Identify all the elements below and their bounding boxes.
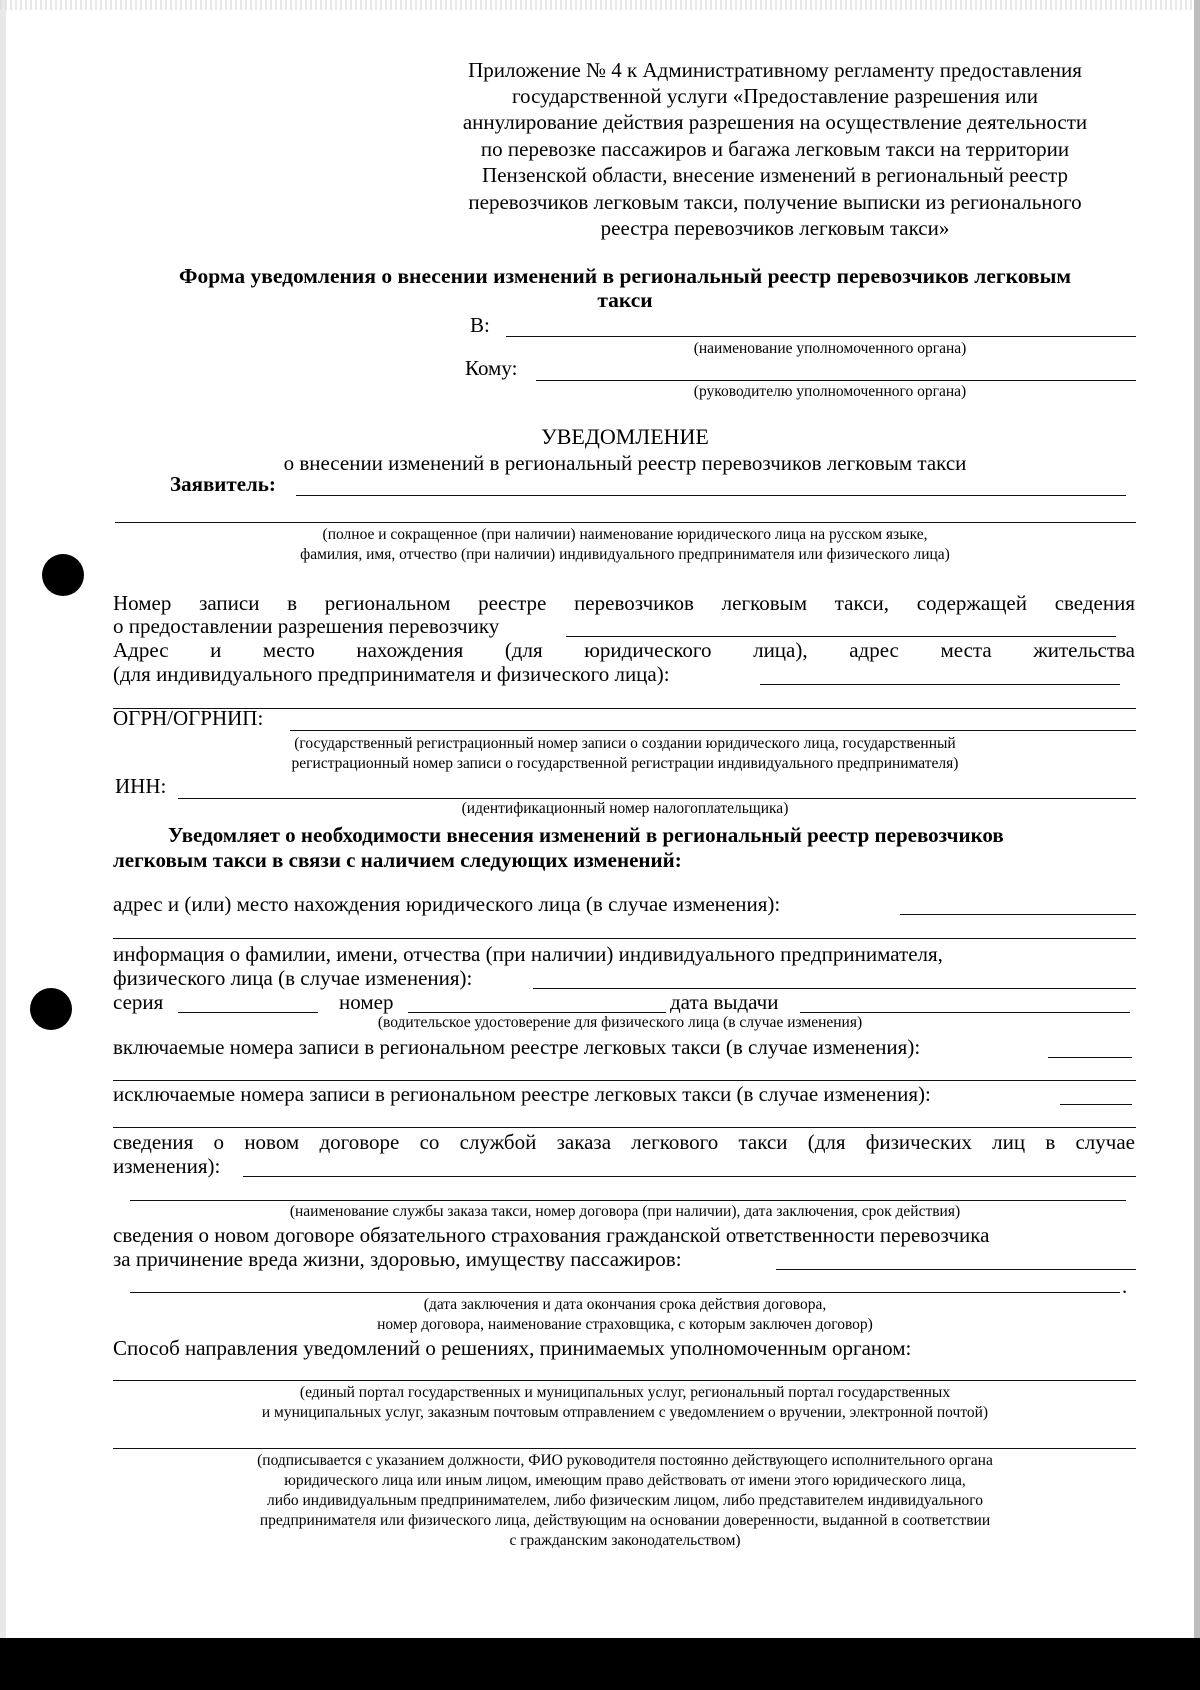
issue-date-label: дата выдачи: [670, 990, 779, 1014]
delivery-label: Способ направления уведомлений о решениях, принимаемых уполномоченным органом:: [113, 1336, 912, 1360]
excluded-numbers-field[interactable]: [1060, 1104, 1132, 1105]
form-title: Форма уведомления о внесении изменений в региональный реестр перевозчиков легковым: [178, 264, 1072, 288]
delivery-hint: (единый портал государственных и муниципальных услуг, региональный портал государственных: [299, 1384, 951, 1401]
insurance-label-cont: за причинение вреда жизни, здоровью, имуществу пассажиров:: [113, 1247, 682, 1271]
legal-address-label: адрес и (или) место нахождения юридического лица (в случае изменения):: [113, 892, 781, 916]
service-hint: (наименование службы заказа такси, номер договора (при наличии), дата заключения, срок действия): [289, 1203, 961, 1220]
address-field-2[interactable]: [113, 708, 1136, 709]
signature-field[interactable]: [113, 1448, 1136, 1449]
registry-text: Номер записи в региональном реестре перевозчиков легковым такси, содержащей сведения: [113, 591, 1135, 615]
notice-text-cont: легковым такси в связи с наличием следующих изменений:: [113, 848, 682, 872]
issue-date-field[interactable]: [800, 1012, 1130, 1013]
included-numbers-label: включаемые номера записи в региональном реестре легковых такси (в случае изменения):: [113, 1035, 921, 1059]
number-label: номер: [339, 990, 394, 1014]
insurance-hint: (дата заключения и дата окончания срока действия договора,: [423, 1296, 827, 1313]
to-field[interactable]: [506, 336, 1136, 337]
license-hint: (водительское удостоверение для физического лица (в случае изменения): [377, 1014, 863, 1031]
service-contract-label: сведения о новом договоре со службой заказа легкового такси (для физических лиц в случае: [113, 1130, 1135, 1154]
insurance-label: сведения о новом договоре обязательного страхования гражданской ответственности перевозчика: [113, 1223, 990, 1247]
scan-bottom-bar: [0, 1638, 1200, 1690]
registry-text-cont: о предоставлении разрешения перевозчику: [113, 614, 500, 638]
applicant-hint: (полное и сокращенное (при наличии) наименование юридического лица на русском языке,: [322, 526, 928, 543]
signature-hint: (подписывается с указанием должности, ФИО руководителя постоянно действующего исполнительного органа: [257, 1452, 993, 1469]
delivery-hint: и муниципальных услуг, заказным почтовым отправлением с уведомлением о вручении, электронной почтой): [261, 1404, 989, 1421]
service-contract-label-cont: изменения):: [113, 1154, 221, 1178]
scan-edge-right: [1194, 0, 1200, 1640]
signature-hint: предпринимателя или физического лица, действующим на основании доверенности, выданной в соответствии: [259, 1512, 991, 1529]
legal-address-field-2[interactable]: [113, 938, 1136, 939]
included-numbers-field[interactable]: [1048, 1057, 1132, 1058]
whom-label: Кому:: [465, 356, 518, 380]
signature-hint: с гражданским законодательством): [509, 1532, 741, 1549]
appendix-line: перевозчиков легковым такси, получение выписки из регионального: [468, 190, 1082, 214]
applicant-field[interactable]: [296, 495, 1126, 496]
service-contract-field-2[interactable]: [130, 1200, 1126, 1201]
to-label: В:: [470, 313, 490, 337]
insurance-field-2[interactable]: [130, 1292, 1120, 1293]
appendix-line: государственной услуги «Предоставление разрешения или: [511, 84, 1039, 108]
signature-hint: либо индивидуальным предпринимателем, либо физическим лицом, либо представителем индивидуального: [266, 1492, 984, 1509]
included-numbers-field-2[interactable]: [113, 1080, 1136, 1081]
legal-address-field[interactable]: [900, 914, 1136, 915]
service-contract-field[interactable]: [243, 1176, 1136, 1177]
notice-title: УВЕДОМЛЕНИЕ: [541, 424, 709, 449]
applicant-label: Заявитель:: [170, 472, 276, 496]
registry-field[interactable]: [566, 636, 1116, 637]
delivery-field[interactable]: [113, 1380, 1136, 1381]
excluded-numbers-field-2[interactable]: [113, 1127, 1136, 1128]
applicant-field-2[interactable]: [115, 522, 1136, 523]
punch-hole-top: [42, 554, 84, 596]
insurance-field[interactable]: [776, 1269, 1136, 1270]
inn-field[interactable]: [178, 798, 1136, 799]
number-field[interactable]: [408, 1012, 666, 1013]
appendix-line: реестра перевозчиков легковым такси»: [600, 216, 950, 240]
insurance-period: .: [1122, 1274, 1128, 1298]
person-info-label-cont: физического лица (в случае изменения):: [113, 966, 473, 990]
series-label: серия: [113, 990, 164, 1014]
notice-text: Уведомляет о необходимости внесения изменений в региональный реестр перевозчиков: [168, 823, 1004, 847]
appendix-line: по перевозке пассажиров и багажа легковым такси на территории: [480, 137, 1070, 161]
whom-hint: (руководителю уполномоченного органа): [693, 383, 967, 400]
insurance-hint: номер договора, наименование страховщика, с которым заключен договор): [377, 1316, 873, 1333]
appendix-line: аннулирование действия разрешения на осуществление деятельности: [462, 110, 1088, 134]
person-info-field[interactable]: [533, 988, 1136, 989]
inn-label: ИНН:: [115, 774, 167, 798]
scan-edge-left: [0, 0, 6, 1640]
appendix-line: Пензенской области, внесение изменений в региональный реестр: [482, 163, 1068, 187]
ogrn-hint: (государственный регистрационный номер записи о создании юридического лица, государственный: [294, 735, 956, 752]
notice-subtitle: о внесении изменений в региональный реестр перевозчиков легковым такси: [283, 451, 967, 475]
ogrn-label: ОГРН/ОГРНИП:: [113, 706, 264, 730]
form-title-cont: такси: [597, 288, 653, 312]
signature-hint: юридического лица или иным лицом, имеющим право действовать от имени этого юридического лица,: [284, 1472, 966, 1489]
applicant-hint: фамилия, имя, отчество (при наличии) индивидуального предпринимателя или физического лица): [300, 546, 950, 563]
address-field[interactable]: [760, 684, 1120, 685]
excluded-numbers-label: исключаемые номера записи в региональном реестре легковых такси (в случае изменения):: [113, 1082, 931, 1106]
inn-hint: (идентификационный номер налогоплательщика): [461, 800, 789, 817]
person-info-label: информация о фамилии, имени, отчества (при наличии) индивидуального предпринимателя,: [113, 942, 943, 966]
address-text-cont: (для индивидуального предпринимателя и физического лица):: [113, 662, 670, 686]
to-hint: (наименование уполномоченного органа): [693, 340, 967, 357]
series-field[interactable]: [178, 1012, 318, 1013]
punch-hole-bottom: [30, 988, 72, 1030]
address-text: Адрес и место нахождения (для юридического лица), адрес места жительства: [113, 638, 1135, 662]
scan-edge-top: [0, 0, 1200, 10]
whom-field[interactable]: [536, 380, 1136, 381]
appendix-line: Приложение № 4 к Административному регламенту предоставления: [468, 58, 1082, 82]
ogrn-field[interactable]: [290, 730, 1136, 731]
ogrn-hint: регистрационный номер записи о государственной регистрации индивидуального предпринимателя): [291, 755, 959, 772]
